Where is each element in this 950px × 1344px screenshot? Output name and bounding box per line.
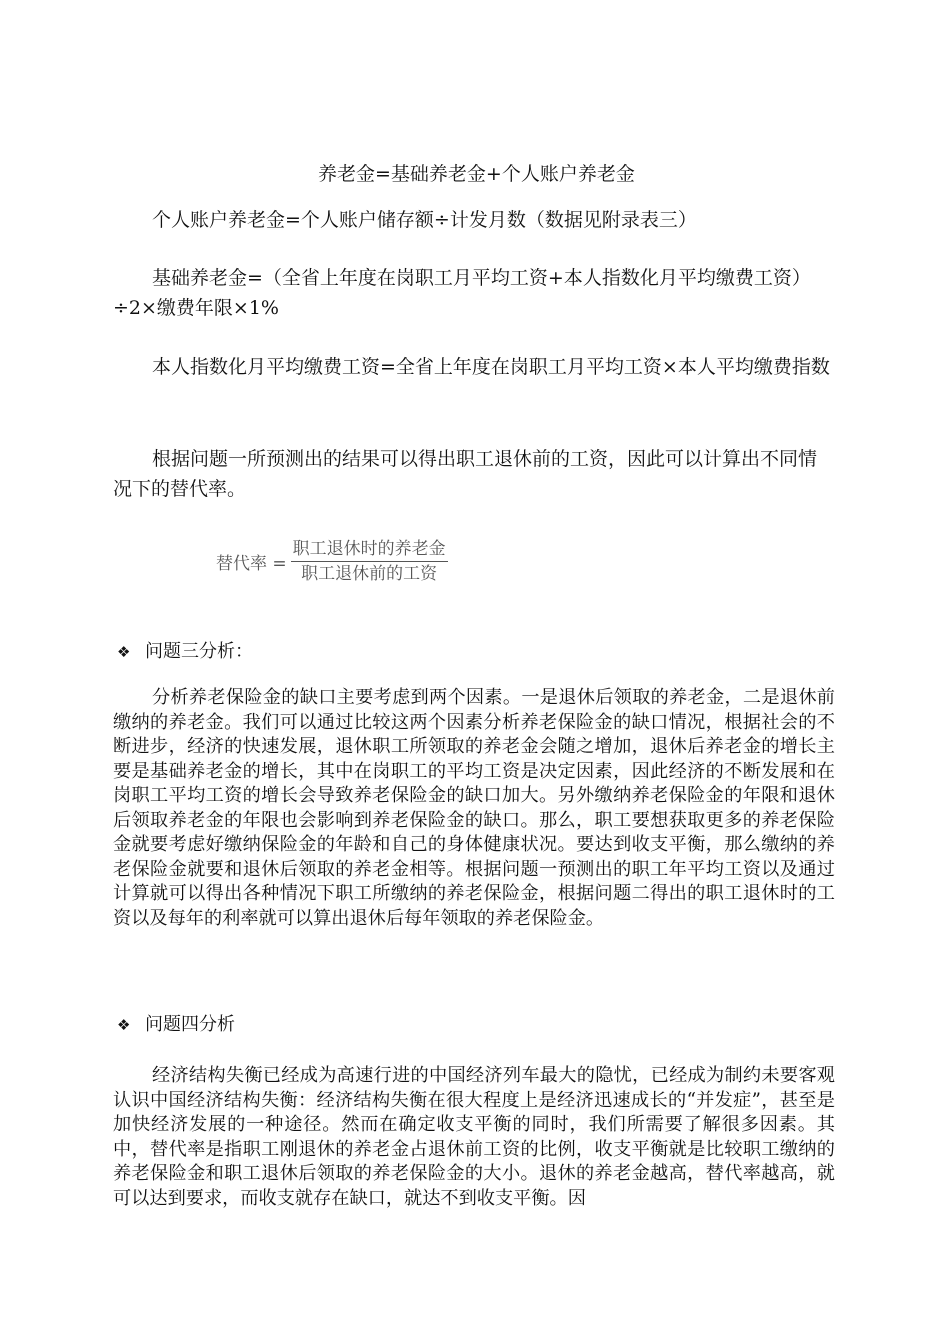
section3-heading xyxy=(117,640,253,664)
indexed-wage-formula: 本人指数化月平均缴费工资=全省上年度在岗职工月平均工资×本人平均缴费指数 xyxy=(152,356,830,378)
section4-heading xyxy=(117,1013,235,1037)
diamond-bullet-icon: ❖ xyxy=(117,643,131,661)
section4-title: 问题四分析 xyxy=(145,1014,235,1035)
section3-title: 问题三分析： xyxy=(145,641,253,662)
replacement-rate-intro: 根据问题一所预测出的结果可以得出职工退休前的工资，因此可以计算出不同情况下的替代率。 xyxy=(113,448,818,500)
fraction-numerator: 职工退休时的养老金 xyxy=(291,538,448,562)
diamond-bullet-icon: ❖ xyxy=(117,1016,131,1034)
personal-account-formula: 个人账户养老金=个人账户储存额÷计发月数（数据见附录表三） xyxy=(152,209,697,231)
section3-body: 分析养老保险金的缺口主要考虑到两个因素。一是退休后领取的养老金，二是退休前缴纳的养老金。我们可以通过比较这两个因素分析养老保险金的缺口情况，根据社会的不断进步，经济的快速发展，退休职工所领取的养老金会随之增加，退休后养老金的增长主要是基础养老金的增长，其中在岗职工的平均工资是决定因素，因此经济的不断发展和在岗职工平均工资的增长会导致养老保险金的缺口加大。另外缴纳养老保险金的年限和退休后领取养老金的年限也会影响到养老保险金的缺口。那么，职工要想获取更多的养老保险金就要考虑好缴纳保险金的年龄和自己的身体健康状况。要达到收支平衡，那么缴纳的养老保险金就要和退休后领取的养老金相等。根据问题一预测出的职工年平均工资以及通过计算就可以得出各种情况下职工所缴纳的养老保险金，根据问题二得出的职工退休时的工资以及每年的利率就可以算出退休后每年领取的养老保险金。 xyxy=(113,687,835,929)
replacement-rate-formula xyxy=(216,538,448,585)
replacement-rate-fraction xyxy=(291,538,448,585)
replacement-rate-lhs: 替代率 = xyxy=(216,554,287,574)
basic-pension-formula: 基础养老金=（全省上年度在岗职工月平均工资+本人指数化月平均缴费工资）÷2×缴费年限×1% xyxy=(113,267,811,319)
pension-formula: 养老金=基础养老金+个人账户养老金 xyxy=(318,163,635,185)
section4-body: 经济结构失衡已经成为高速行进的中国经济列车最大的隐忧，已经成为制约未要客观认识中国经济结构失衡：经济结构失衡在很大程度上是经济迅速成长的“并发症”，甚至是加快经济发展的一种途径。然而在确定收支平衡的同时，我们所需要了解很多因素。其中，替代率是指职工刚退休的养老金占退休前工资的比例，收支平衡就是比较职工缴纳的养老保险金和职工退休后领取的养老保险金的大小。退休的养老金越高，替代率越高，就可以达到要求，而收支就存在缺口，就达不到收支平衡。因 xyxy=(113,1065,835,1209)
fraction-denominator: 职工退休前的工资 xyxy=(301,564,438,584)
